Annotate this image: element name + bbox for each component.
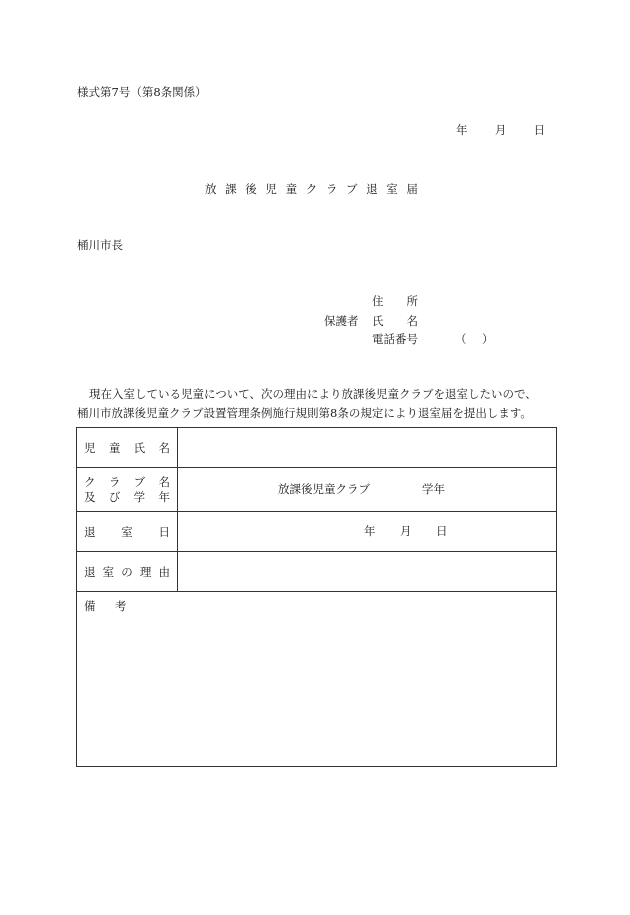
date-month: 月 (494, 123, 507, 137)
row-club (77, 468, 557, 512)
date-day: 日 (533, 123, 546, 137)
child-name-label: 児 童 氏 名 (77, 428, 178, 468)
club-grade-field[interactable] (178, 468, 557, 512)
row-remarks (77, 592, 557, 767)
exit-date-label: 退 室 日 (77, 512, 178, 552)
addressee: 桶川市長 (77, 238, 123, 252)
form-number: 様式第7号（第8条関係） (77, 85, 207, 99)
remarks-label-1: 備 (84, 599, 96, 613)
name-label: 氏 名 (372, 314, 418, 328)
club-value: 放課後児童クラブ (278, 481, 370, 496)
withdrawal-form-table (76, 427, 557, 767)
remarks-label-2: 考 (114, 599, 127, 613)
remarks-field[interactable] (77, 592, 557, 767)
reason-field[interactable] (178, 552, 557, 592)
row-exit-date (77, 512, 557, 552)
row-reason (77, 552, 557, 592)
exit-year: 年 (364, 523, 376, 538)
row-child-name (77, 428, 557, 468)
child-name-field[interactable] (178, 428, 557, 468)
grade-value: 学年 (422, 481, 445, 496)
document-title: 放 課 後 児 童 ク ラ ブ 退 室 届 (205, 182, 418, 196)
reason-label: 退 室 の 理 由 (77, 552, 178, 592)
body-line-2: 桶川市放課後児童クラブ設置管理条例施行規則第8条の規定により退室届を提出します。 (77, 406, 532, 420)
address-label: 住 所 (372, 294, 418, 308)
exit-date-field[interactable] (178, 512, 557, 552)
date-year: 年 (456, 123, 468, 137)
date-line (456, 122, 545, 138)
club-grade-label: ク ラ ブ 名 及 び 学 年 (77, 468, 178, 512)
phone-label: 電話番号 (372, 332, 418, 346)
exit-day: 日 (436, 523, 448, 538)
body-line-1: 現在入室している児童について、次の理由により放課後児童クラブを退室したいので、 (89, 387, 537, 401)
applicant-role: 保護者 (324, 314, 359, 328)
phone-paren-open: （ (455, 332, 467, 346)
phone-paren-close: ） (482, 332, 494, 346)
exit-month: 月 (400, 523, 412, 538)
